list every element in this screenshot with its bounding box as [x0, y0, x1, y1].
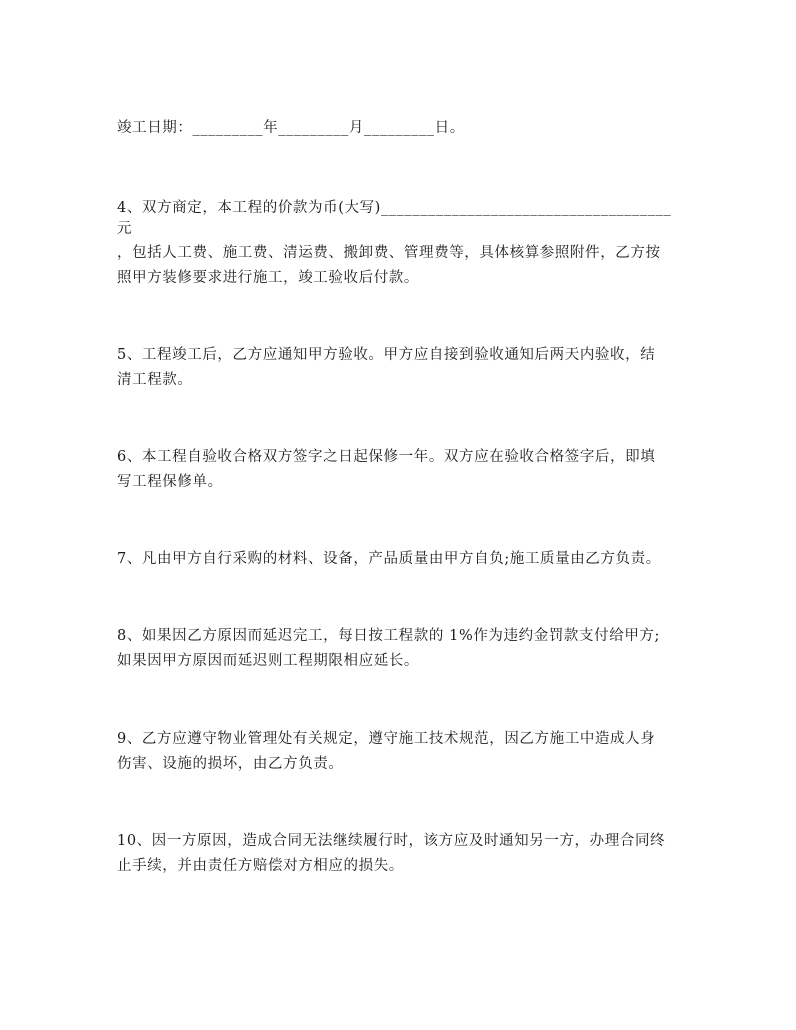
clause-7-line-1: 7、凡由甲方自行采购的材料、设备，产品质量由甲方自负;施工质量由乙方负责。: [117, 551, 661, 567]
completion-date-line: 竣工日期：_________年_________月_________日。: [117, 120, 465, 136]
clause-4-line-2: ，包括人工费、施工费、清运费、搬卸费、管理费等，具体核算参照附件，乙方按: [117, 245, 661, 261]
clause-6-line-2: 写工程保修单。: [117, 474, 223, 490]
clause-8-line-2: 如果因甲方原因而延迟则工程期限相应延长。: [117, 653, 419, 669]
clause-6-line-1: 6、本工程自验收合格双方签字之日起保修一年。双方应在验收合格签字后，即填: [117, 449, 656, 465]
clause-8-line-1: 8、如果因乙方原因而延迟完工，每日按工程款的 1%作为违约金罚款支付给甲方;: [117, 628, 661, 644]
clause-10-line-2: 止手续，并由责任方赔偿对方相应的损失。: [117, 858, 404, 874]
clause-4-currency-unit: 元: [117, 221, 133, 237]
clause-4-line-3: 照甲方装修要求进行施工，竣工验收后付款。: [117, 270, 419, 286]
clause-5-line-1: 5、工程竣工后，乙方应通知甲方验收。甲方应自接到验收通知后两天内验收，结: [117, 347, 656, 363]
clause-9-line-2: 伤害、设施的损坏，由乙方负责。: [117, 756, 344, 772]
clause-4-line-1: 4、双方商定，本工程的价款为币(大写)_____________________________________: [117, 200, 672, 216]
clause-10-line-1: 10、因一方原因，造成合同无法继续履行时，该方应及时通知另一方，办理合同终: [117, 833, 666, 849]
clause-5-line-2: 清工程款。: [117, 372, 193, 388]
clause-9-line-1: 9、乙方应遵守物业管理处有关规定，遵守施工技术规范，因乙方施工中造成人身: [117, 731, 656, 747]
